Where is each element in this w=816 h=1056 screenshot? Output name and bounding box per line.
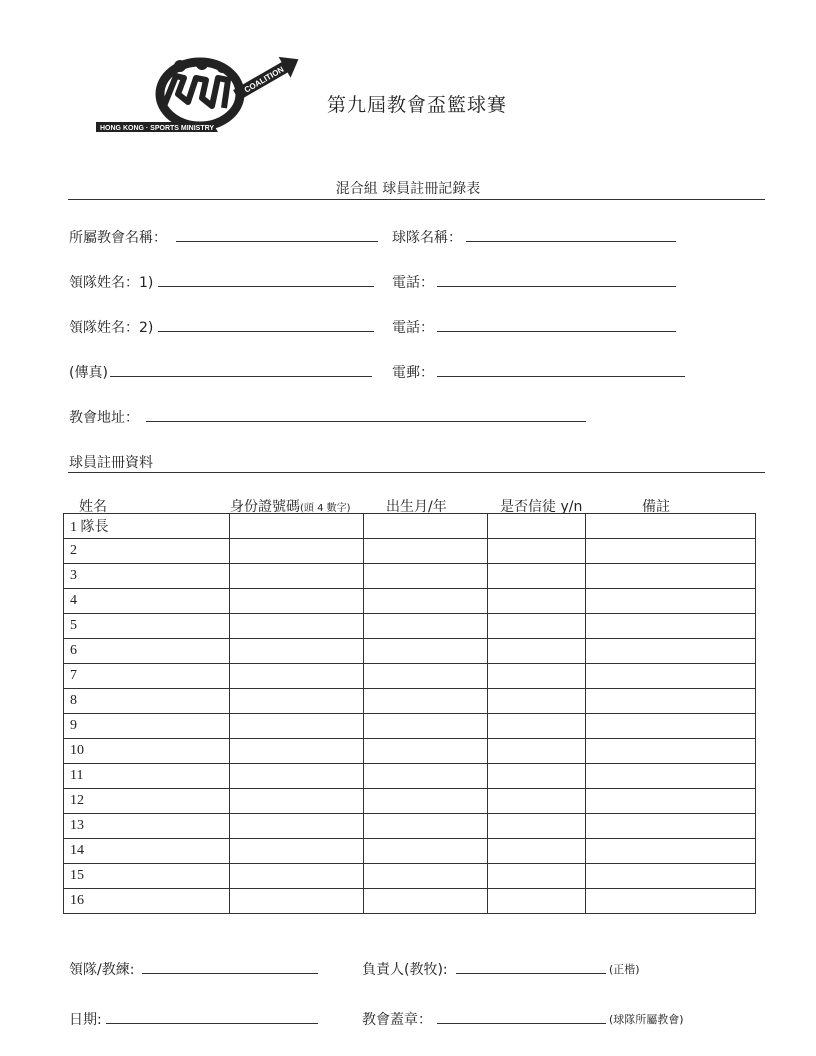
player-remarks-cell[interactable] — [586, 614, 756, 639]
logo-graphic — [92, 48, 307, 138]
player-dob-cell[interactable] — [364, 539, 488, 564]
player-dob-cell[interactable] — [364, 739, 488, 764]
team-name-label: 球隊名稱： — [392, 230, 462, 246]
player-believer-cell[interactable] — [488, 814, 586, 839]
player-dob-cell[interactable] — [364, 689, 488, 714]
player-remarks-cell[interactable] — [586, 739, 756, 764]
player-section-title: 球員註冊資料 — [69, 455, 153, 471]
pastor-label: 負責人(教牧): — [362, 962, 448, 978]
player-dob-cell[interactable] — [364, 789, 488, 814]
sports-ministry-logo — [92, 48, 307, 138]
player-believer-cell[interactable] — [488, 639, 586, 664]
player-name-cell[interactable]: 3 — [64, 564, 230, 589]
player-name-cell[interactable]: 6 — [64, 639, 230, 664]
church-name-label: 所屬教會名稱： — [69, 230, 167, 246]
player-believer-cell[interactable] — [488, 739, 586, 764]
player-id-cell[interactable] — [230, 814, 364, 839]
player-name-cell[interactable]: 9 — [64, 714, 230, 739]
player-dob-cell[interactable] — [364, 714, 488, 739]
player-remarks-cell[interactable] — [586, 514, 756, 539]
form-title: 混合組 球員註冊記錄表 — [335, 181, 481, 197]
player-name-cell[interactable]: 13 — [64, 814, 230, 839]
player-believer-cell[interactable] — [488, 864, 586, 889]
table-row — [64, 714, 756, 739]
email-label: 電郵： — [392, 365, 434, 381]
player-remarks-cell[interactable] — [586, 589, 756, 614]
player-id-cell[interactable] — [230, 639, 364, 664]
player-id-cell[interactable] — [230, 564, 364, 589]
table-row — [64, 539, 756, 564]
player-remarks-cell[interactable] — [586, 839, 756, 864]
player-id-cell[interactable] — [230, 789, 364, 814]
player-remarks-cell[interactable] — [586, 714, 756, 739]
phone2-label: 電話： — [392, 320, 434, 336]
player-name-cell[interactable]: 8 — [64, 689, 230, 714]
phone1-field[interactable] — [437, 286, 676, 287]
player-name-cell[interactable]: 5 — [64, 614, 230, 639]
player-believer-cell[interactable] — [488, 789, 586, 814]
seal-label: 教會蓋章： — [362, 1012, 432, 1028]
phone1-label: 電話： — [392, 275, 434, 291]
player-id-cell[interactable] — [230, 539, 364, 564]
seal-note: (球隊所屬教會) — [609, 1013, 684, 1026]
table-row — [64, 739, 756, 764]
title-divider — [68, 199, 765, 200]
player-believer-cell[interactable] — [488, 839, 586, 864]
player-believer-cell[interactable] — [488, 664, 586, 689]
player-id-cell[interactable] — [230, 764, 364, 789]
player-name-cell[interactable]: 4 — [64, 589, 230, 614]
coach-label: 領隊/教練: — [69, 962, 135, 978]
table-row — [64, 639, 756, 664]
player-believer-cell[interactable] — [488, 689, 586, 714]
leader2-field[interactable] — [158, 331, 374, 332]
player-believer-cell[interactable] — [488, 614, 586, 639]
player-id-cell[interactable] — [230, 589, 364, 614]
player-remarks-cell[interactable] — [586, 789, 756, 814]
player-id-cell[interactable] — [230, 614, 364, 639]
player-believer-cell[interactable] — [488, 764, 586, 789]
player-remarks-cell[interactable] — [586, 889, 756, 914]
player-dob-cell[interactable] — [364, 664, 488, 689]
player-dob-cell[interactable] — [364, 514, 488, 539]
table-row — [64, 764, 756, 789]
section-divider — [68, 472, 765, 473]
player-believer-cell[interactable] — [488, 539, 586, 564]
player-id-cell[interactable] — [230, 839, 364, 864]
player-remarks-cell[interactable] — [586, 764, 756, 789]
player-dob-cell[interactable] — [364, 639, 488, 664]
player-dob-cell[interactable] — [364, 589, 488, 614]
seal-field[interactable] — [437, 1023, 606, 1024]
table-row — [64, 889, 756, 914]
col-head-id-note: (頭 4 數字) — [300, 503, 351, 514]
table-row — [64, 864, 756, 889]
table-row — [64, 664, 756, 689]
player-id-cell[interactable] — [230, 889, 364, 914]
player-remarks-cell[interactable] — [586, 539, 756, 564]
logo-top-text: COALITION — [242, 64, 286, 95]
player-name-cell[interactable]: 10 — [64, 739, 230, 764]
pastor-signature-field[interactable] — [456, 973, 606, 974]
col-head-id-main: 身份證號碼 — [230, 499, 300, 515]
player-remarks-cell[interactable] — [586, 814, 756, 839]
player-id-cell[interactable] — [230, 664, 364, 689]
address-label: 教會地址： — [69, 410, 139, 426]
leader2-label: 領隊姓名：2) — [69, 320, 154, 336]
table-row — [64, 589, 756, 614]
col-head-dob: 出生月/年 — [386, 499, 447, 515]
player-dob-cell[interactable] — [364, 614, 488, 639]
player-name-cell[interactable]: 2 — [64, 539, 230, 564]
player-dob-cell[interactable] — [364, 764, 488, 789]
leader1-field[interactable] — [158, 286, 374, 287]
player-id-cell[interactable] — [230, 864, 364, 889]
player-dob-cell[interactable] — [364, 864, 488, 889]
fax-label: (傳真) — [69, 365, 108, 381]
col-head-name: 姓名 — [79, 499, 107, 515]
player-id-cell[interactable] — [230, 714, 364, 739]
table-row — [64, 839, 756, 864]
player-name-cell[interactable]: 16 — [64, 889, 230, 914]
address-field[interactable] — [146, 421, 586, 422]
col-head-remarks: 備註 — [642, 499, 670, 515]
player-remarks-cell[interactable] — [586, 664, 756, 689]
player-dob-cell[interactable] — [364, 889, 488, 914]
player-name-cell[interactable]: 15 — [64, 864, 230, 889]
team-name-field[interactable] — [466, 241, 676, 242]
coach-signature-field[interactable] — [142, 973, 318, 974]
player-dob-cell[interactable] — [364, 564, 488, 589]
player-dob-cell[interactable] — [364, 814, 488, 839]
phone2-field[interactable] — [437, 331, 676, 332]
date-label: 日期: — [69, 1012, 102, 1028]
player-believer-cell[interactable] — [488, 714, 586, 739]
col-head-believer: 是否信徒 y/n — [500, 499, 583, 515]
email-field[interactable] — [437, 376, 685, 377]
player-id-cell[interactable] — [230, 739, 364, 764]
table-row — [64, 514, 756, 539]
table-row — [64, 614, 756, 639]
player-name-cell[interactable]: 11 — [64, 764, 230, 789]
player-remarks-cell[interactable] — [586, 689, 756, 714]
player-table — [63, 513, 756, 914]
player-believer-cell[interactable] — [488, 589, 586, 614]
church-name-field[interactable] — [176, 241, 378, 242]
player-name-cell[interactable]: 7 — [64, 664, 230, 689]
leader1-label: 領隊姓名：1) — [69, 275, 154, 291]
table-row — [64, 814, 756, 839]
pastor-note: (正楷) — [609, 963, 640, 976]
player-name-cell[interactable]: 14 — [64, 839, 230, 864]
date-field[interactable] — [106, 1023, 318, 1024]
player-id-cell[interactable] — [230, 514, 364, 539]
player-believer-cell[interactable] — [488, 514, 586, 539]
player-id-cell[interactable] — [230, 689, 364, 714]
player-name-cell[interactable]: 1 隊長 — [64, 514, 230, 539]
player-remarks-cell[interactable] — [586, 864, 756, 889]
table-row — [64, 789, 756, 814]
table-row — [64, 564, 756, 589]
fax-field[interactable] — [110, 376, 372, 377]
table-row — [64, 689, 756, 714]
event-title: 第九屆教會盃籃球賽 — [327, 94, 508, 116]
player-believer-cell[interactable] — [488, 564, 586, 589]
player-remarks-cell[interactable] — [586, 564, 756, 589]
player-believer-cell[interactable] — [488, 889, 586, 914]
logo-bottom-text: HONG KONG · SPORTS MINISTRY — [100, 125, 215, 132]
player-remarks-cell[interactable] — [586, 639, 756, 664]
player-dob-cell[interactable] — [364, 839, 488, 864]
player-name-cell[interactable]: 12 — [64, 789, 230, 814]
